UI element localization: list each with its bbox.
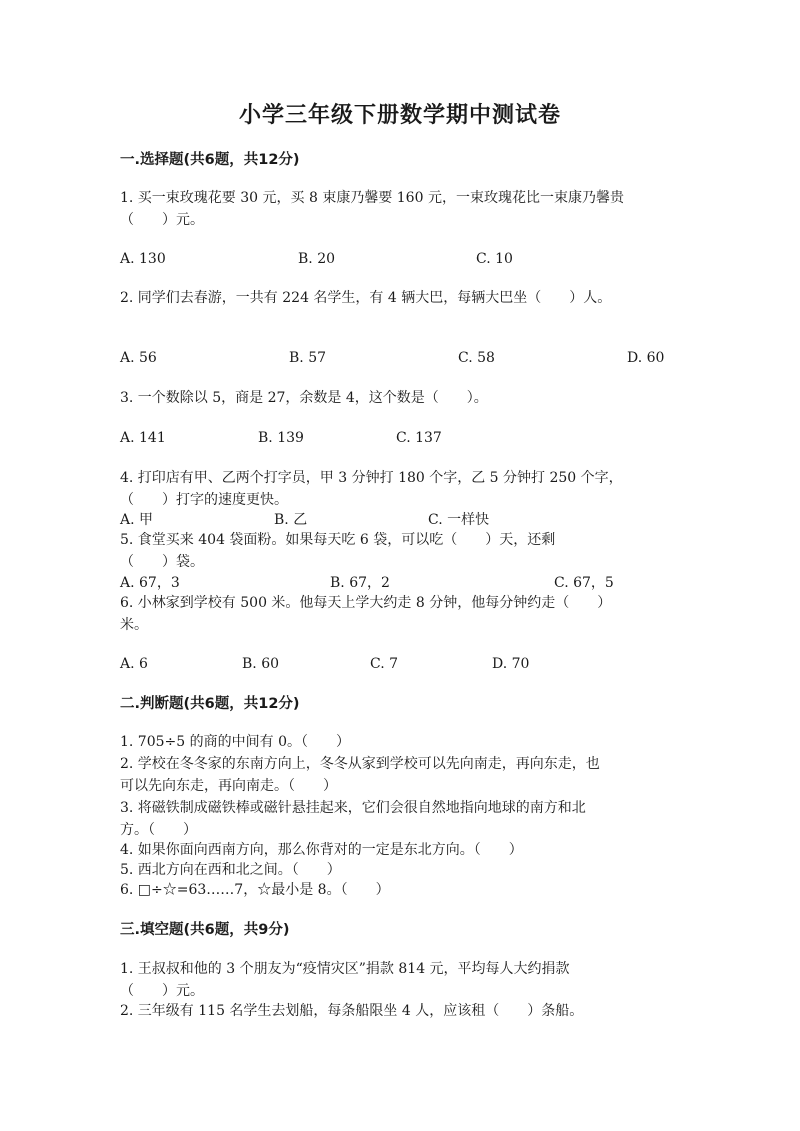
question-3-line-1: 3. 一个数除以 5，商是 27，余数是 4，这个数是（ ）。 <box>120 390 488 406</box>
question-1-line-1: 1. 买一束玫瑰花要 30 元，买 8 束康乃馨要 160 元，一束玫瑰花比一束康乃馨贵 <box>120 190 624 206</box>
question-5-option-c: C. 67，5 <box>554 575 614 591</box>
judgment-line-3: 可以先向东走，再向南走。（ ） <box>120 778 337 794</box>
question-5-line-1: 5. 食堂买来 404 袋面粉。如果每天吃 6 袋，可以吃（ ）天，还剩 <box>120 532 556 548</box>
question-4-line-1: 4. 打印店有甲、乙两个打字员，甲 3 分钟打 180 个字，乙 5 分钟打 250 个字， <box>120 470 623 486</box>
question-4-option-c: C. 一样快 <box>428 512 490 528</box>
question-1-option-c: C. 10 <box>476 251 513 267</box>
question-2-option-d: D. 60 <box>627 350 665 366</box>
question-6-option-b: B. 60 <box>242 656 280 672</box>
page-title: 小学三年级下册数学期中测试卷 <box>238 103 561 128</box>
question-2-option-c: C. 58 <box>458 350 495 366</box>
question-3-option-a: A. 141 <box>120 430 166 446</box>
fill-in-line-2: （ ）元。 <box>120 983 204 999</box>
fill-in-line-1: 1. 王叔叔和他的 3 个朋友为“疫情灾区”捐款 814 元，平均每人大约捐款 <box>120 961 570 977</box>
judgment-line-8: 6. □÷☆=63……7，☆最小是 8。（ ） <box>120 882 390 898</box>
judgment-line-2: 2. 学校在冬冬家的东南方向上，冬冬从家到学校可以先向南走，再向东走，也 <box>120 756 600 772</box>
question-5-option-a: A. 67，3 <box>120 575 180 591</box>
question-5-line-2: （ ）袋。 <box>120 554 204 570</box>
question-1-option-b: B. 20 <box>298 251 336 267</box>
judgment-line-4: 3. 将磁铁制成磁铁棒或磁针悬挂起来，它们会很自然地指向地球的南方和北 <box>120 800 586 816</box>
question-6-option-a: A. 6 <box>120 656 148 672</box>
question-6-line-2: 米。 <box>120 617 148 633</box>
question-3-option-b: B. 139 <box>258 430 304 446</box>
question-6-option-c: C. 7 <box>370 656 399 672</box>
question-3-option-c: C. 137 <box>396 430 442 446</box>
section-heading-choice: 一.选择题(共6题，共12分) <box>120 152 300 168</box>
question-6-line-1: 6. 小林家到学校有 500 米。他每天上学大约走 8 分钟，他每分钟约走（ ） <box>120 595 612 611</box>
question-1-line-2: （ ）元。 <box>120 212 204 228</box>
question-4-option-a: A. 甲 <box>120 512 154 528</box>
judgment-line-7: 5. 西北方向在西和北之间。（ ） <box>120 862 341 878</box>
section-heading-fill-in: 三.填空题(共6题，共9分) <box>120 922 290 938</box>
question-2-option-a: A. 56 <box>120 350 157 366</box>
question-1-option-a: A. 130 <box>120 251 166 267</box>
section-heading-judgment: 二.判断题(共6题，共12分) <box>120 696 300 712</box>
question-4-option-b: B. 乙 <box>274 512 308 528</box>
question-2-option-b: B. 57 <box>289 350 327 366</box>
judgment-line-1: 1. 705÷5 的商的中间有 0。（ ） <box>120 734 350 750</box>
fill-in-line-3: 2. 三年级有 115 名学生去划船，每条船限坐 4 人，应该租（ ）条船。 <box>120 1003 584 1019</box>
question-5-option-b: B. 67，2 <box>330 575 390 591</box>
judgment-line-6: 4. 如果你面向西南方向，那么你背对的一定是东北方向。（ ） <box>120 842 523 858</box>
judgment-line-5: 方。（ ） <box>120 822 197 838</box>
question-6-option-d: D. 70 <box>492 656 530 672</box>
question-4-line-2: （ ）打字的速度更快。 <box>120 492 288 508</box>
question-2-line-1: 2. 同学们去春游，一共有 224 名学生，有 4 辆大巴，每辆大巴坐（ ）人。 <box>120 290 612 306</box>
